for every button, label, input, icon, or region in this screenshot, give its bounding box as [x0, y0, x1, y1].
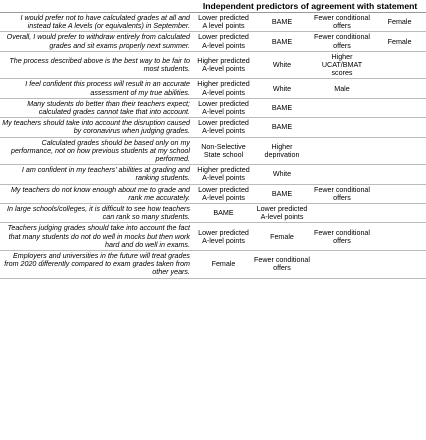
predictor-cell	[311, 165, 373, 184]
table-body	[0, 13, 426, 279]
predictor-cell: Fewer conditional offers	[311, 184, 373, 203]
predictor-cell	[311, 118, 373, 137]
statement-cell: Many students do better than their teachers expect; calculated grades cannot take that into account.	[0, 98, 194, 117]
predictor-cell	[373, 98, 426, 117]
header-row	[0, 0, 426, 13]
predictor-cell: Fewer conditional offers	[311, 13, 373, 32]
table-row	[0, 204, 426, 223]
predictor-cell: Female	[253, 223, 311, 251]
predictor-cell: Lower predicted A-level points	[194, 118, 253, 137]
predictor-cell: Female	[194, 251, 253, 279]
predictor-cell	[311, 251, 373, 279]
predictor-cell: Lower predicted A level points	[194, 13, 253, 32]
table-row	[0, 251, 426, 279]
statement-cell: Calculated grades should be based only on my performance, not on how previous students at my school performed.	[0, 137, 194, 165]
table-row	[0, 184, 426, 203]
predictor-cell	[311, 98, 373, 117]
statement-column-header	[0, 0, 194, 13]
statement-cell: I feel confident this process will result in an accurate assessment of my true abilities.	[0, 79, 194, 98]
predictor-cell: Female	[373, 32, 426, 51]
predictor-cell: Fewer conditional offers	[311, 223, 373, 251]
predictor-cell: White	[253, 79, 311, 98]
predictor-cell: Higher deprivation	[253, 137, 311, 165]
predictor-cell	[373, 223, 426, 251]
table-row	[0, 98, 426, 117]
predictor-cell: Lower predicted A-level points	[253, 204, 311, 223]
predictor-cell: Lower predicted A-level points	[194, 184, 253, 203]
table-row	[0, 118, 426, 137]
predictor-cell: BAME	[253, 184, 311, 203]
predictor-cell: BAME	[253, 98, 311, 117]
predictor-cell: Non-Selective State school	[194, 137, 253, 165]
table-header-title: Independent predictors of agreement with statement	[194, 0, 426, 13]
predictor-cell: Higher predicted A-level points	[194, 51, 253, 79]
statement-cell: In large schools/colleges, it is difficult to see how teachers can rank so many students.	[0, 204, 194, 223]
predictor-cell	[373, 165, 426, 184]
predictor-cell: Higher predicted A-level points	[194, 165, 253, 184]
predictor-cell: Lower predicted A-level points	[194, 32, 253, 51]
predictor-cell	[373, 137, 426, 165]
predictor-cell	[311, 137, 373, 165]
predictor-cell: Female	[373, 13, 426, 32]
predictor-cell	[373, 51, 426, 79]
table-row	[0, 165, 426, 184]
predictor-cell	[373, 204, 426, 223]
statement-cell: I would prefer not to have calculated grades at all and instead take A levels (or equivalents) in September.	[0, 13, 194, 32]
predictor-cell: BAME	[194, 204, 253, 223]
predictor-cell: Fewer conditional offers	[253, 251, 311, 279]
predictor-cell	[373, 251, 426, 279]
table-row	[0, 13, 426, 32]
statement-cell: Employers and universities in the future will treat grades from 2020 differently compared to exam grades taken from other years.	[0, 251, 194, 279]
statement-cell: Overall, I would prefer to withdraw entirely from calculated grades and sit exams properly next summer.	[0, 32, 194, 51]
predictor-cell	[311, 204, 373, 223]
predictor-cell: Lower predicted A-level points	[194, 98, 253, 117]
predictor-cell: BAME	[253, 118, 311, 137]
predictor-cell	[373, 79, 426, 98]
predictor-cell: White	[253, 51, 311, 79]
table-row	[0, 32, 426, 51]
predictor-cell: BAME	[253, 13, 311, 32]
table-row	[0, 137, 426, 165]
predictor-cell: Higher predicted A-level points	[194, 79, 253, 98]
predictor-cell: White	[253, 165, 311, 184]
statement-cell: I am confident in my teachers' abilities at grading and ranking students.	[0, 165, 194, 184]
table-row	[0, 51, 426, 79]
statement-cell: Teachers judging grades should take into account the fact that many students do not do well in mocks but then work hard and do well in exams.	[0, 223, 194, 251]
statement-cell: My teachers do not know enough about me to grade and rank me accurately.	[0, 184, 194, 203]
predictor-cell: Male	[311, 79, 373, 98]
table-row	[0, 79, 426, 98]
predictor-cell: Fewer conditional offers	[311, 32, 373, 51]
statement-cell: The process described above is the best way to be fair to most students.	[0, 51, 194, 79]
predictor-cell	[373, 118, 426, 137]
predictor-cell: Lower predicted A-level points	[194, 223, 253, 251]
predictor-cell: Higher UCAT/BMAT scores	[311, 51, 373, 79]
predictor-cell	[373, 184, 426, 203]
statement-cell: My teachers should take into account the disruption caused by coronavirus when judging grades.	[0, 118, 194, 137]
predictor-cell: BAME	[253, 32, 311, 51]
table-row	[0, 223, 426, 251]
